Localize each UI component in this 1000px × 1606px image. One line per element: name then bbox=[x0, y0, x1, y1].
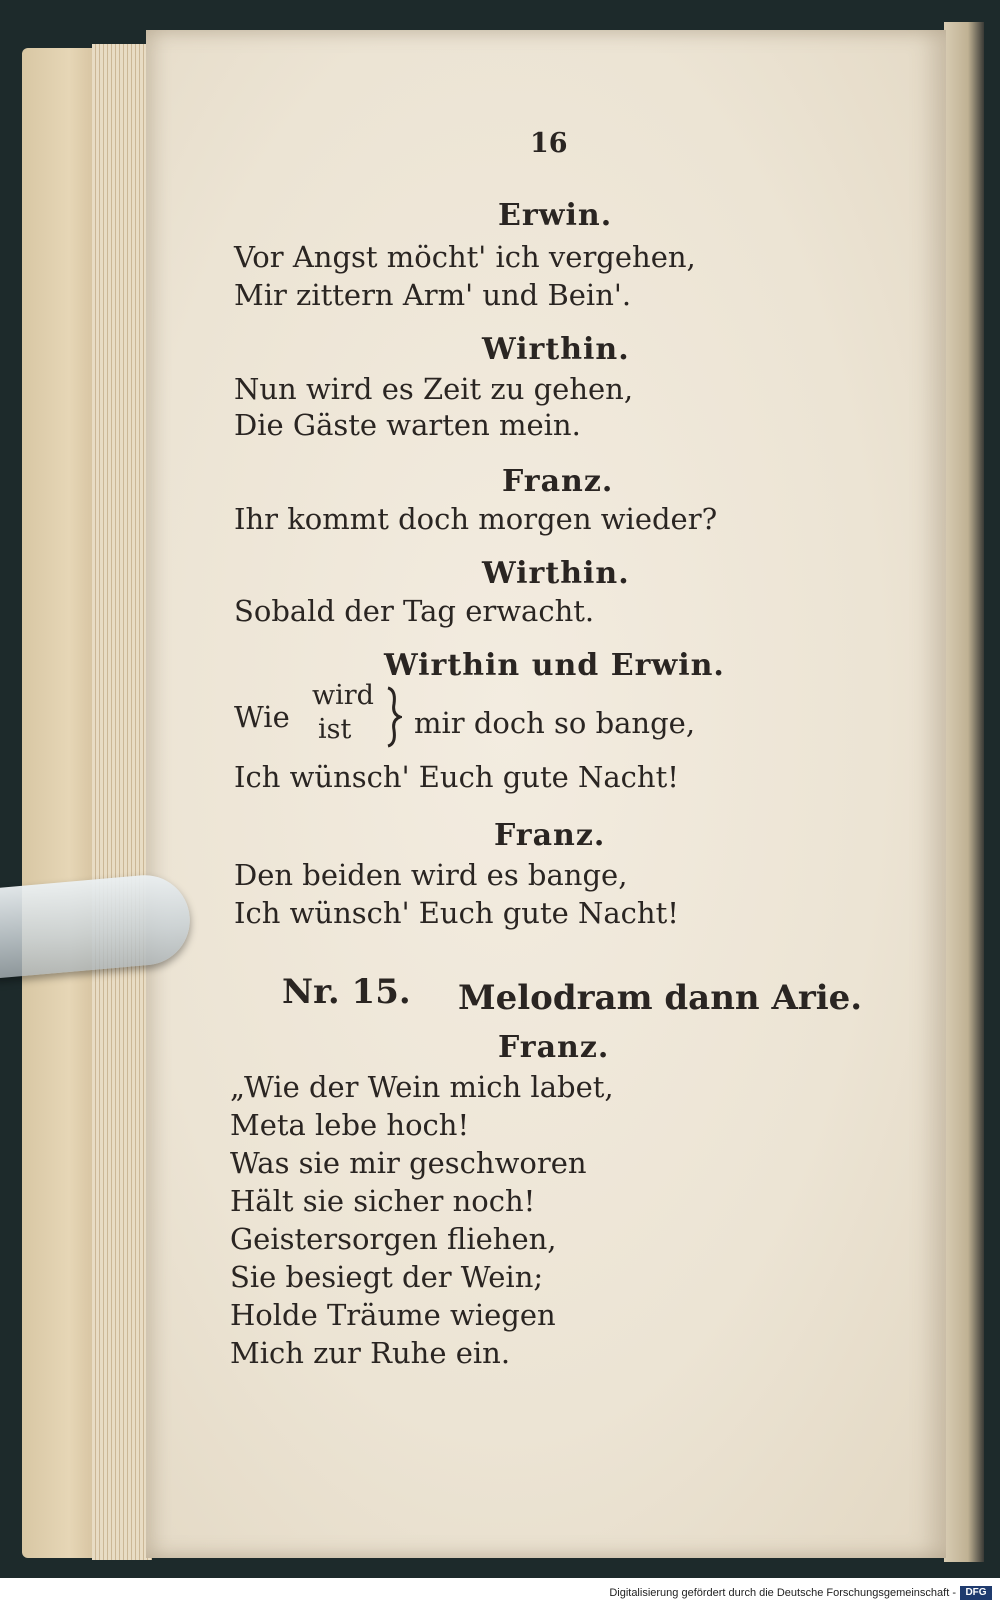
brace-prefix: Wie bbox=[234, 700, 290, 734]
verse-line: „Wie der Wein mich labet, bbox=[230, 1070, 614, 1104]
verse-line: Mir zittern Arm' und Bein'. bbox=[234, 278, 632, 312]
verse-line: Hält sie sicher noch! bbox=[230, 1184, 536, 1218]
verse-line: Mich zur Ruhe ein. bbox=[230, 1336, 511, 1370]
curly-brace-icon bbox=[384, 686, 402, 748]
verse-line: Was sie mir geschworen bbox=[230, 1146, 587, 1180]
verse-line: Ich wünsch' Euch gute Nacht! bbox=[234, 760, 679, 794]
verse-line: Ich wünsch' Euch gute Nacht! bbox=[234, 896, 679, 930]
verse-line: Die Gäste warten mein. bbox=[234, 408, 581, 442]
facing-page-edge bbox=[944, 22, 984, 1562]
verse-line: Meta lebe hoch! bbox=[230, 1108, 470, 1142]
speaker-erwin: Erwin. bbox=[498, 198, 613, 233]
speaker-wirthin-und-erwin: Wirthin und Erwin. bbox=[384, 648, 725, 683]
speaker-franz: Franz. bbox=[494, 818, 606, 853]
verse-line: Sie besiegt der Wein; bbox=[230, 1260, 544, 1294]
speaker-franz: Franz. bbox=[502, 464, 614, 499]
verse-line: Nun wird es Zeit zu gehen, bbox=[234, 372, 634, 406]
verse-line: Den beiden wird es bange, bbox=[234, 858, 628, 892]
page-number: 16 bbox=[530, 128, 568, 159]
dfg-logo-icon: DFG bbox=[960, 1586, 992, 1600]
section-number: Nr. 15. bbox=[282, 972, 411, 1012]
speaker-wirthin: Wirthin. bbox=[482, 556, 630, 591]
verse-line: Ihr kommt doch morgen wieder? bbox=[234, 502, 718, 536]
speaker-franz: Franz. bbox=[498, 1030, 610, 1065]
section-title: Melodram dann Arie. bbox=[458, 978, 863, 1018]
verse-line: mir doch so bange, bbox=[414, 706, 696, 740]
page-stack-edge bbox=[92, 44, 152, 1560]
brace-option-lower: ist bbox=[318, 714, 352, 745]
verse-line: Vor Angst möcht' ich vergehen, bbox=[234, 240, 696, 274]
verse-line: Geistersorgen fliehen, bbox=[230, 1222, 557, 1256]
footer-credit: Digitalisierung gefördert durch die Deutsche Forschungsgemeinschaft - bbox=[609, 1587, 956, 1599]
speaker-wirthin: Wirthin. bbox=[482, 332, 630, 367]
brace-option-upper: wird bbox=[312, 680, 374, 711]
verse-line: Holde Träume wiegen bbox=[230, 1298, 556, 1332]
verse-line: Sobald der Tag erwacht. bbox=[234, 594, 595, 628]
